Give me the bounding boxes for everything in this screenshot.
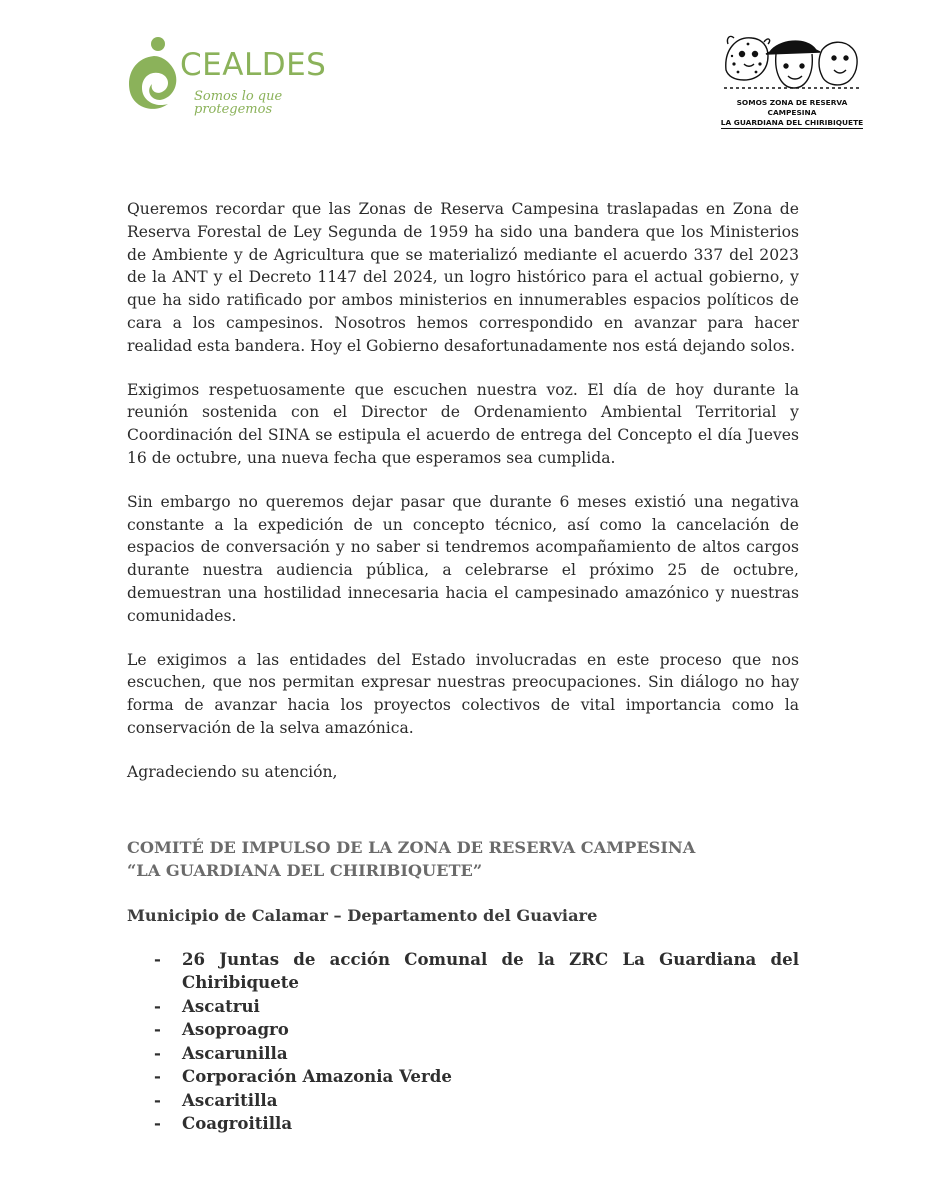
bullet-dash: - [154,1019,161,1040]
paragraph-sin-embargo: Sin embargo no queremos dejar pasar que durante 6 meses existió una negativa constante a la expedición de un concepto técnico, así como la cancelación de espacios de conversación y no saber si tendremos acompañamiento de altos cargos durante nuestra audiencia pública, a celebrarse el próximo 25 de octubre, demuestran una hostilidad innecesaria hacia el campesinado amazónico y nuestras comunidades. [127,492,799,625]
bullet-dash: - [154,948,161,969]
list-item [127,1065,799,1089]
committee-line-2: “LA GUARDIANA DEL CHIRIBIQUETE” [127,860,483,880]
paragraph-le-exigimos: Le exigimos a las entidades del Estado involucradas en este proceso que nos escuchen, que nos permitan expresar nuestras preocupaciones. Sin diálogo no hay forma de avanzar hacia los proyectos colectivos de vital importancia como la conservación de la selva amazónica. [127,650,799,737]
organizations-list [127,948,799,1136]
paragraph-exigimos: Exigimos respetuosamente que escuchen nuestra voz. El día de hoy durante la reunión sostenida con el Director de Ordenamiento Ambiental Territorial y Coordinación del SINA se estipula el acuerdo de entrega del Concepto el día Jueves 16 de octubre, una nueva fecha que esperamos sea cumplida. [127,380,799,467]
page-header [0,0,926,140]
bullet-dash: - [154,1113,161,1134]
zrc-caption-line2: LA GUARDIANA DEL CHIRIBIQUETE [720,118,864,127]
organization-name: Ascatrui [182,995,260,1016]
paragraph-recordar: Queremos recordar que las Zonas de Reserva Campesina traslapadas en Zona de Reserva Forestal de Ley Segunda de 1959 ha sido una bandera que los Ministerios de Ambiente y de Agricultura que se materializó mediante el acuerdo 337 del 2023 de la ANT y el Decreto 1147 del 2024, un logro histórico para el actual gobierno, y que ha sido ratificado por ambos ministerios en innumerables espacios políticos de cara a los campesinos. Nosotros hemos correspondido en avanzar para hacer realidad esta bandera. Hoy el Gobierno desafortunadamente nos está dejando solos. [127,200,799,355]
list-item [127,1018,799,1042]
list-item [127,1112,799,1136]
closing-line: Agradeciendo su atención, [127,762,338,781]
list-item [127,995,799,1019]
jaguar-and-farmer-illustration-icon [722,30,862,94]
cealdes-tagline: Somos lo que protegemos [194,89,283,117]
cealdes-name: CEALDES [180,47,327,83]
organization-name: Asoproagro [182,1019,289,1040]
organization-name: Corporación Amazonia Verde [182,1066,452,1087]
cealdes-logo [124,34,344,117]
bullet-dash: - [154,1066,161,1087]
committee-signature [127,836,799,882]
bullet-dash: - [154,995,161,1016]
cealdes-emblem-icon [124,34,180,114]
committee-line-1: COMITÉ DE IMPULSO DE LA ZONA DE RESERVA CAMPESINA [127,837,696,857]
list-item [127,1042,799,1066]
list-item [127,948,799,995]
bullet-dash: - [154,1089,161,1110]
organization-name: Coagroitilla [182,1113,293,1134]
zrc-logo-caption [718,98,866,129]
letter-body [127,198,799,1136]
municipio-line: Municipio de Calamar – Departamento del Guaviare [127,905,598,925]
zrc-caption-line1: SOMOS ZONA DE RESERVA CAMPESINA [736,98,848,117]
bullet-dash: - [154,1042,161,1063]
zrc-logo [718,30,866,126]
organization-name: 26 Juntas de acción Comunal de la ZRC La Guardiana del Chiribiquete [182,948,799,993]
organization-name: Ascarunilla [182,1042,288,1063]
organization-name: Ascaritilla [182,1089,278,1110]
list-item [127,1089,799,1113]
